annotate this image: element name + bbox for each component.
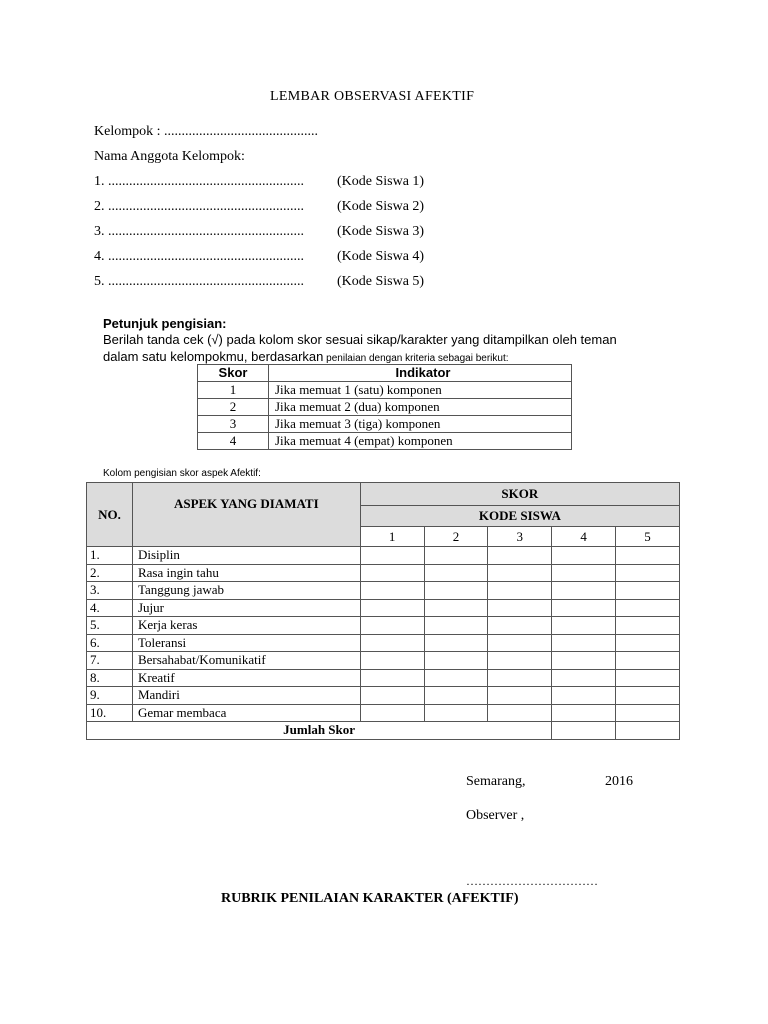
score-cell[interactable] xyxy=(360,687,424,705)
table-row xyxy=(198,382,572,399)
table-header-row xyxy=(87,483,680,506)
table-row xyxy=(87,687,680,705)
aspek-name: Kreatif xyxy=(132,669,360,687)
score-cell[interactable] xyxy=(424,634,488,652)
skor-value: 2 xyxy=(198,399,269,416)
score-cell[interactable] xyxy=(488,582,552,600)
aspek-name: Kerja keras xyxy=(132,617,360,635)
score-cell[interactable] xyxy=(552,617,616,635)
indikator-header: Indikator xyxy=(269,365,572,382)
score-cell[interactable] xyxy=(424,582,488,600)
member-code: (Kode Siswa 4) xyxy=(337,249,425,264)
score-cell[interactable] xyxy=(552,582,616,600)
skor-header: SKOR xyxy=(360,483,679,506)
score-cell[interactable] xyxy=(360,547,424,565)
member-line: 4. ........................................................ xyxy=(94,249,304,264)
aspek-name: Bersahabat/Komunikatif xyxy=(132,652,360,670)
score-cell[interactable] xyxy=(616,599,680,617)
member-line: 2. ........................................................ xyxy=(94,199,304,214)
instructions-heading: Petunjuk pengisian: xyxy=(103,316,227,331)
kode-siswa-header: KODE SISWA xyxy=(360,506,679,527)
total-cell[interactable] xyxy=(552,722,616,740)
indikator-text: Jika memuat 3 (tiga) komponen xyxy=(269,416,572,433)
table-row xyxy=(87,617,680,635)
aspek-name: Tanggung jawab xyxy=(132,582,360,600)
row-number: 1. xyxy=(87,547,133,565)
score-cell[interactable] xyxy=(360,704,424,722)
row-number: 6. xyxy=(87,634,133,652)
observation-table xyxy=(86,482,680,740)
score-cell[interactable] xyxy=(488,634,552,652)
indikator-text: Jika memuat 1 (satu) komponen xyxy=(269,382,572,399)
score-cell[interactable] xyxy=(360,634,424,652)
table-row xyxy=(87,599,680,617)
score-cell[interactable] xyxy=(552,564,616,582)
indikator-text: Jika memuat 2 (dua) komponen xyxy=(269,399,572,416)
score-cell[interactable] xyxy=(616,582,680,600)
score-cell[interactable] xyxy=(552,704,616,722)
table-row xyxy=(87,652,680,670)
score-cell[interactable] xyxy=(488,617,552,635)
member-line: 5. ........................................................ xyxy=(94,274,304,289)
no-header: NO. xyxy=(87,483,133,547)
score-cell[interactable] xyxy=(488,599,552,617)
score-cell[interactable] xyxy=(360,599,424,617)
aspek-name: Jujur xyxy=(132,599,360,617)
code-number: 4 xyxy=(552,527,616,547)
member-line: 1. ........................................................ xyxy=(94,174,304,189)
table-row xyxy=(87,704,680,722)
row-number: 7. xyxy=(87,652,133,670)
score-cell[interactable] xyxy=(360,669,424,687)
code-number: 2 xyxy=(424,527,488,547)
code-number: 1 xyxy=(360,527,424,547)
score-cell[interactable] xyxy=(424,669,488,687)
score-cell[interactable] xyxy=(616,617,680,635)
score-cell[interactable] xyxy=(488,652,552,670)
score-indicator-table xyxy=(197,364,572,450)
score-cell[interactable] xyxy=(616,634,680,652)
score-cell[interactable] xyxy=(552,652,616,670)
table-header-row xyxy=(198,365,572,382)
signature-year: 2016 xyxy=(605,774,633,789)
score-cell[interactable] xyxy=(616,669,680,687)
member-code: (Kode Siswa 3) xyxy=(337,224,425,239)
score-cell[interactable] xyxy=(616,564,680,582)
skor-value: 4 xyxy=(198,433,269,450)
instructions-line-2 xyxy=(103,349,509,364)
score-cell[interactable] xyxy=(424,617,488,635)
score-cell[interactable] xyxy=(424,687,488,705)
score-cell[interactable] xyxy=(552,634,616,652)
score-cell[interactable] xyxy=(360,617,424,635)
observation-caption: Kolom pengisian skor aspek Afektif: xyxy=(103,468,261,479)
score-cell[interactable] xyxy=(360,582,424,600)
table-row xyxy=(87,547,680,565)
row-number: 3. xyxy=(87,582,133,600)
code-number: 5 xyxy=(616,527,680,547)
row-number: 2. xyxy=(87,564,133,582)
table-row xyxy=(198,416,572,433)
score-cell[interactable] xyxy=(360,564,424,582)
score-cell[interactable] xyxy=(424,564,488,582)
row-number: 9. xyxy=(87,687,133,705)
aspek-name: Toleransi xyxy=(132,634,360,652)
anggota-label: Nama Anggota Kelompok: xyxy=(94,149,245,164)
member-line: 3. ........................................................ xyxy=(94,224,304,239)
row-number: 8. xyxy=(87,669,133,687)
member-code: (Kode Siswa 1) xyxy=(337,174,425,189)
table-row xyxy=(87,669,680,687)
table-row xyxy=(87,582,680,600)
score-cell[interactable] xyxy=(616,547,680,565)
score-cell[interactable] xyxy=(424,599,488,617)
score-cell[interactable] xyxy=(616,652,680,670)
aspek-name: Mandiri xyxy=(132,687,360,705)
member-code: (Kode Siswa 5) xyxy=(337,274,425,289)
page-title: LEMBAR OBSERVASI AFEKTIF xyxy=(270,89,475,104)
row-number: 5. xyxy=(87,617,133,635)
score-cell[interactable] xyxy=(488,564,552,582)
aspek-name: Gemar membaca xyxy=(132,704,360,722)
observer-label: Observer , xyxy=(466,808,525,823)
signature-place: Semarang, xyxy=(466,774,526,789)
score-cell[interactable] xyxy=(360,652,424,670)
table-row xyxy=(198,399,572,416)
member-code: (Kode Siswa 2) xyxy=(337,199,425,214)
skor-value: 3 xyxy=(198,416,269,433)
row-number: 10. xyxy=(87,704,133,722)
score-cell[interactable] xyxy=(616,704,680,722)
kelompok-field: Kelompok : ............................................ xyxy=(94,124,318,139)
instructions-line-2-main: dalam satu kelompokmu, berdasarkan xyxy=(103,349,324,364)
indikator-text: Jika memuat 4 (empat) komponen xyxy=(269,433,572,450)
score-cell[interactable] xyxy=(552,669,616,687)
instructions-line-2-small: penilaian dengan kriteria sebagai berikut: xyxy=(323,353,509,364)
code-number: 3 xyxy=(488,527,552,547)
score-cell[interactable] xyxy=(424,652,488,670)
total-cell[interactable] xyxy=(616,722,680,740)
table-row xyxy=(198,433,572,450)
aspek-header: ASPEK YANG DIAMATI xyxy=(132,483,360,547)
instructions-line-1: Berilah tanda cek (√) pada kolom skor sesuai sikap/karakter yang ditampilkan oleh teman xyxy=(103,332,617,347)
aspek-name: Disiplin xyxy=(132,547,360,565)
row-number: 4. xyxy=(87,599,133,617)
score-cell[interactable] xyxy=(488,669,552,687)
score-cell[interactable] xyxy=(488,687,552,705)
table-row xyxy=(87,564,680,582)
score-cell[interactable] xyxy=(552,687,616,705)
score-cell[interactable] xyxy=(488,547,552,565)
score-cell[interactable] xyxy=(552,599,616,617)
signature-dots: …………………………… xyxy=(466,874,598,888)
score-cell[interactable] xyxy=(616,687,680,705)
score-cell[interactable] xyxy=(552,547,616,565)
score-cell[interactable] xyxy=(488,704,552,722)
skor-header: Skor xyxy=(198,365,269,382)
aspek-name: Rasa ingin tahu xyxy=(132,564,360,582)
total-row xyxy=(87,722,680,740)
score-cell[interactable] xyxy=(424,547,488,565)
skor-value: 1 xyxy=(198,382,269,399)
table-row xyxy=(87,634,680,652)
rubric-title: RUBRIK PENILAIAN KARAKTER (AFEKTIF) xyxy=(221,891,519,906)
score-cell[interactable] xyxy=(424,704,488,722)
total-label: Jumlah Skor xyxy=(87,722,552,740)
